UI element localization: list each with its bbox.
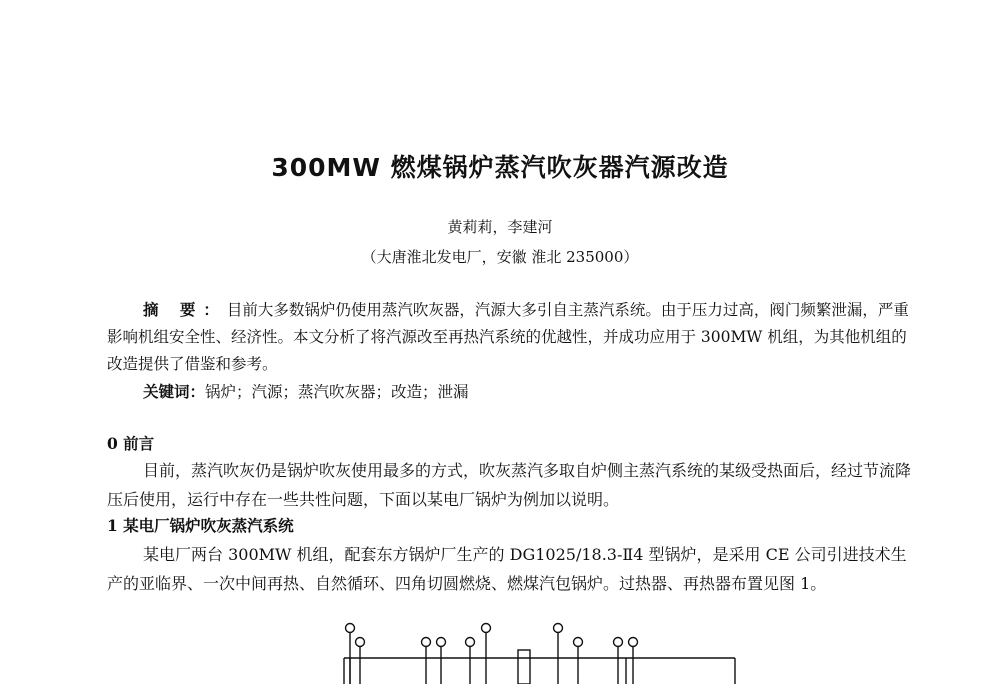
abstract-text: 目前大多数锅炉仍使用蒸汽吹灰器，汽源大多引自主蒸汽系统。由于压力过高，阀门频繁泄漏，严重影响机组安全性、经济性。本文分析了将汽源改至再热汽系统的优越性，并成功应用于 300MW 机组，为其他机组的改造提供了借鉴和参考。	[107, 301, 909, 373]
keywords	[107, 378, 913, 406]
section-1-heading: 1 某电厂锅炉吹灰蒸汽系统	[107, 516, 294, 535]
valve-icon	[356, 638, 365, 647]
section-0-heading: 0 前言	[107, 434, 155, 453]
keywords-label: 关键词：	[143, 382, 206, 401]
abstract-label: 摘 要：	[143, 300, 227, 319]
paper-authors: 黄莉莉，李建河	[447, 218, 553, 236]
valve-icon	[466, 638, 475, 647]
figure-1-diagram	[330, 618, 750, 684]
valve-icon	[574, 638, 583, 647]
section-0-body: 目前，蒸汽吹灰仍是锅炉吹灰使用最多的方式，吹灰蒸汽多取自炉侧主蒸汽系统的某级受热面后，经过节流降压后使用，运行中存在一些共性问题，下面以某电厂锅炉为例加以说明。	[107, 461, 912, 509]
valve-icon	[614, 638, 623, 647]
keywords-text: 锅炉；汽源；蒸汽吹灰器；改造；泄漏	[205, 383, 469, 401]
valve-icon	[554, 624, 563, 633]
valve-icon	[482, 624, 491, 633]
valve-icon	[437, 638, 446, 647]
paper-affiliation: （大唐淮北发电厂，安徽 淮北 235000）	[361, 248, 639, 266]
valve-icon	[346, 624, 355, 633]
valve-icon	[629, 638, 638, 647]
section-1-body: 某电厂两台 300MW 机组，配套东方锅炉厂生产的 DG1025/18.3-Ⅱ4 型锅炉，是采用 CE 公司引进技术生产的亚临界、一次中间再热、自然循环、四角切圆燃烧、燃煤汽包锅炉。过热器、再热器布置见图 1。	[107, 545, 907, 593]
abstract	[107, 296, 913, 378]
figure-center-block	[518, 650, 530, 684]
paper-title: 300MW 燃煤锅炉蒸汽吹灰器汽源改造	[271, 153, 729, 182]
valve-icon	[422, 638, 431, 647]
